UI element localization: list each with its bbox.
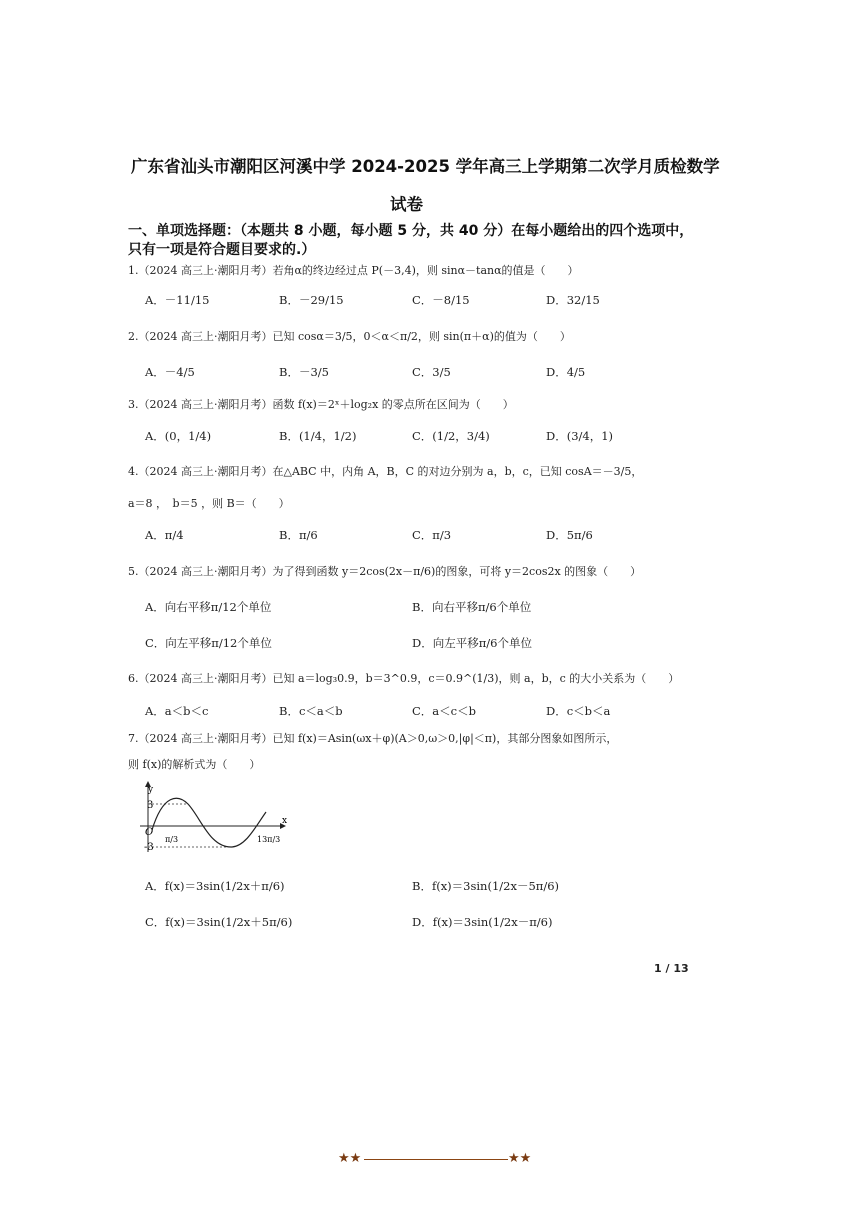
page-title-line2: 试卷 bbox=[390, 195, 423, 214]
question-1-option-a: A．－11/15 bbox=[145, 293, 210, 307]
question-2-stem: 2.（2024 高三上·潮阳月考）已知 cosα＝3/5，0＜α＜π/2，则 sin(π＋α)的值为（ ） bbox=[128, 330, 571, 343]
question-7-option-c: C．f(x)＝3sin(1/2x＋5π/6) bbox=[145, 915, 293, 929]
question-1-option-c: C．－8/15 bbox=[412, 293, 470, 307]
question-5-option-c: C．向左平移π/12个单位 bbox=[145, 636, 272, 650]
question-4-option-b: B．π/6 bbox=[279, 528, 318, 542]
y-axis-label: y bbox=[148, 785, 154, 795]
question-5-option-a: A．向右平移π/12个单位 bbox=[145, 600, 272, 614]
section-heading-line1: 一、单项选择题：（本题共 8 小题，每小题 5 分，共 40 分）在每小题给出的四个选项中， bbox=[128, 223, 694, 239]
x-tick-13pi-over-3: 13π/3 bbox=[257, 835, 281, 844]
origin-label: O bbox=[145, 827, 154, 838]
question-6-stem: 6.（2024 高三上·潮阳月考）已知 a＝log₃0.9，b＝3^0.9，c＝0.9^(1/3)，则 a，b，c 的大小关系为（ ） bbox=[128, 672, 680, 685]
question-1-stem: 1.（2024 高三上·潮阳月考）若角α的终边经过点 P(－3,4)，则 sinα－tanα的值是（ ） bbox=[128, 264, 579, 277]
question-5-stem: 5.（2024 高三上·潮阳月考）为了得到函数 y＝2cos(2x－π/6)的图象，可将 y＝2cos2x 的图象（ ） bbox=[128, 565, 642, 578]
question-4-stem-line2: a＝8 ， b＝5 ，则 B＝（ ） bbox=[128, 497, 290, 510]
page-title-line1: 广东省汕头市潮阳区河溪中学 2024-2025 学年高三上学期第二次学月质检数学 bbox=[131, 157, 720, 176]
question-6-option-c: C．a＜c＜b bbox=[412, 704, 476, 718]
footer-stars-left-icon: ★★ bbox=[338, 1151, 362, 1166]
question-5-option-d: D．向左平移π/6个单位 bbox=[412, 636, 532, 650]
question-7-option-a: A．f(x)＝3sin(1/2x＋π/6) bbox=[145, 879, 285, 893]
question-4-stem: 4.（2024 高三上·潮阳月考）在△ABC 中，内角 A，B，C 的对边分别为 a，b，c，已知 cosA＝－3/5， bbox=[128, 465, 643, 478]
page-number: 1 / 13 bbox=[654, 962, 689, 975]
question-3-stem: 3.（2024 高三上·潮阳月考）函数 f(x)＝2ˣ＋log₂x 的零点所在区间为（ ） bbox=[128, 398, 514, 411]
question-2-option-c: C．3/5 bbox=[412, 365, 451, 379]
question-4-option-d: D．5π/6 bbox=[546, 528, 593, 542]
footer-divider bbox=[364, 1159, 508, 1160]
question-2-option-a: A．－4/5 bbox=[145, 365, 195, 379]
x-tick-pi-over-3: π/3 bbox=[165, 835, 179, 844]
question-3-option-a: A．(0，1/4) bbox=[145, 429, 212, 443]
question-1-option-d: D．32/15 bbox=[546, 293, 600, 307]
question-3-option-d: D．(3/4，1) bbox=[546, 429, 614, 443]
y-max-label: 3 bbox=[147, 800, 154, 811]
question-6-option-d: D．c＜b＜a bbox=[546, 704, 611, 718]
question-3-option-c: C．(1/2，3/4) bbox=[412, 429, 490, 443]
y-min-label: -3 bbox=[144, 842, 154, 853]
sine-graph bbox=[138, 780, 288, 855]
question-2-option-d: D．4/5 bbox=[546, 365, 586, 379]
x-axis-label: x bbox=[282, 816, 288, 826]
question-5-option-b: B．向右平移π/6个单位 bbox=[412, 600, 532, 614]
question-6-option-b: B．c＜a＜b bbox=[279, 704, 343, 718]
section-heading-line2: 只有一项是符合题目要求的.） bbox=[128, 242, 316, 258]
question-7-stem: 7.（2024 高三上·潮阳月考）已知 f(x)＝Asin(ωx＋φ)(A＞0,ω＞0,|φ|＜π)，其部分图象如图所示， bbox=[128, 732, 618, 745]
question-3-option-b: B．(1/4，1/2) bbox=[279, 429, 357, 443]
question-6-option-a: A．a＜b＜c bbox=[145, 704, 209, 718]
question-4-option-c: C．π/3 bbox=[412, 528, 452, 542]
question-7-option-b: B．f(x)＝3sin(1/2x－5π/6) bbox=[412, 879, 560, 893]
question-1-option-b: B．－29/15 bbox=[279, 293, 344, 307]
footer-stars-right-icon: ★★ bbox=[508, 1151, 532, 1166]
question-4-option-a: A．π/4 bbox=[145, 528, 184, 542]
question-7-stem-line2: 则 f(x)的解析式为（ ） bbox=[128, 758, 261, 771]
question-2-option-b: B．－3/5 bbox=[279, 365, 329, 379]
question-7-option-d: D．f(x)＝3sin(1/2x－π/6) bbox=[412, 915, 553, 929]
